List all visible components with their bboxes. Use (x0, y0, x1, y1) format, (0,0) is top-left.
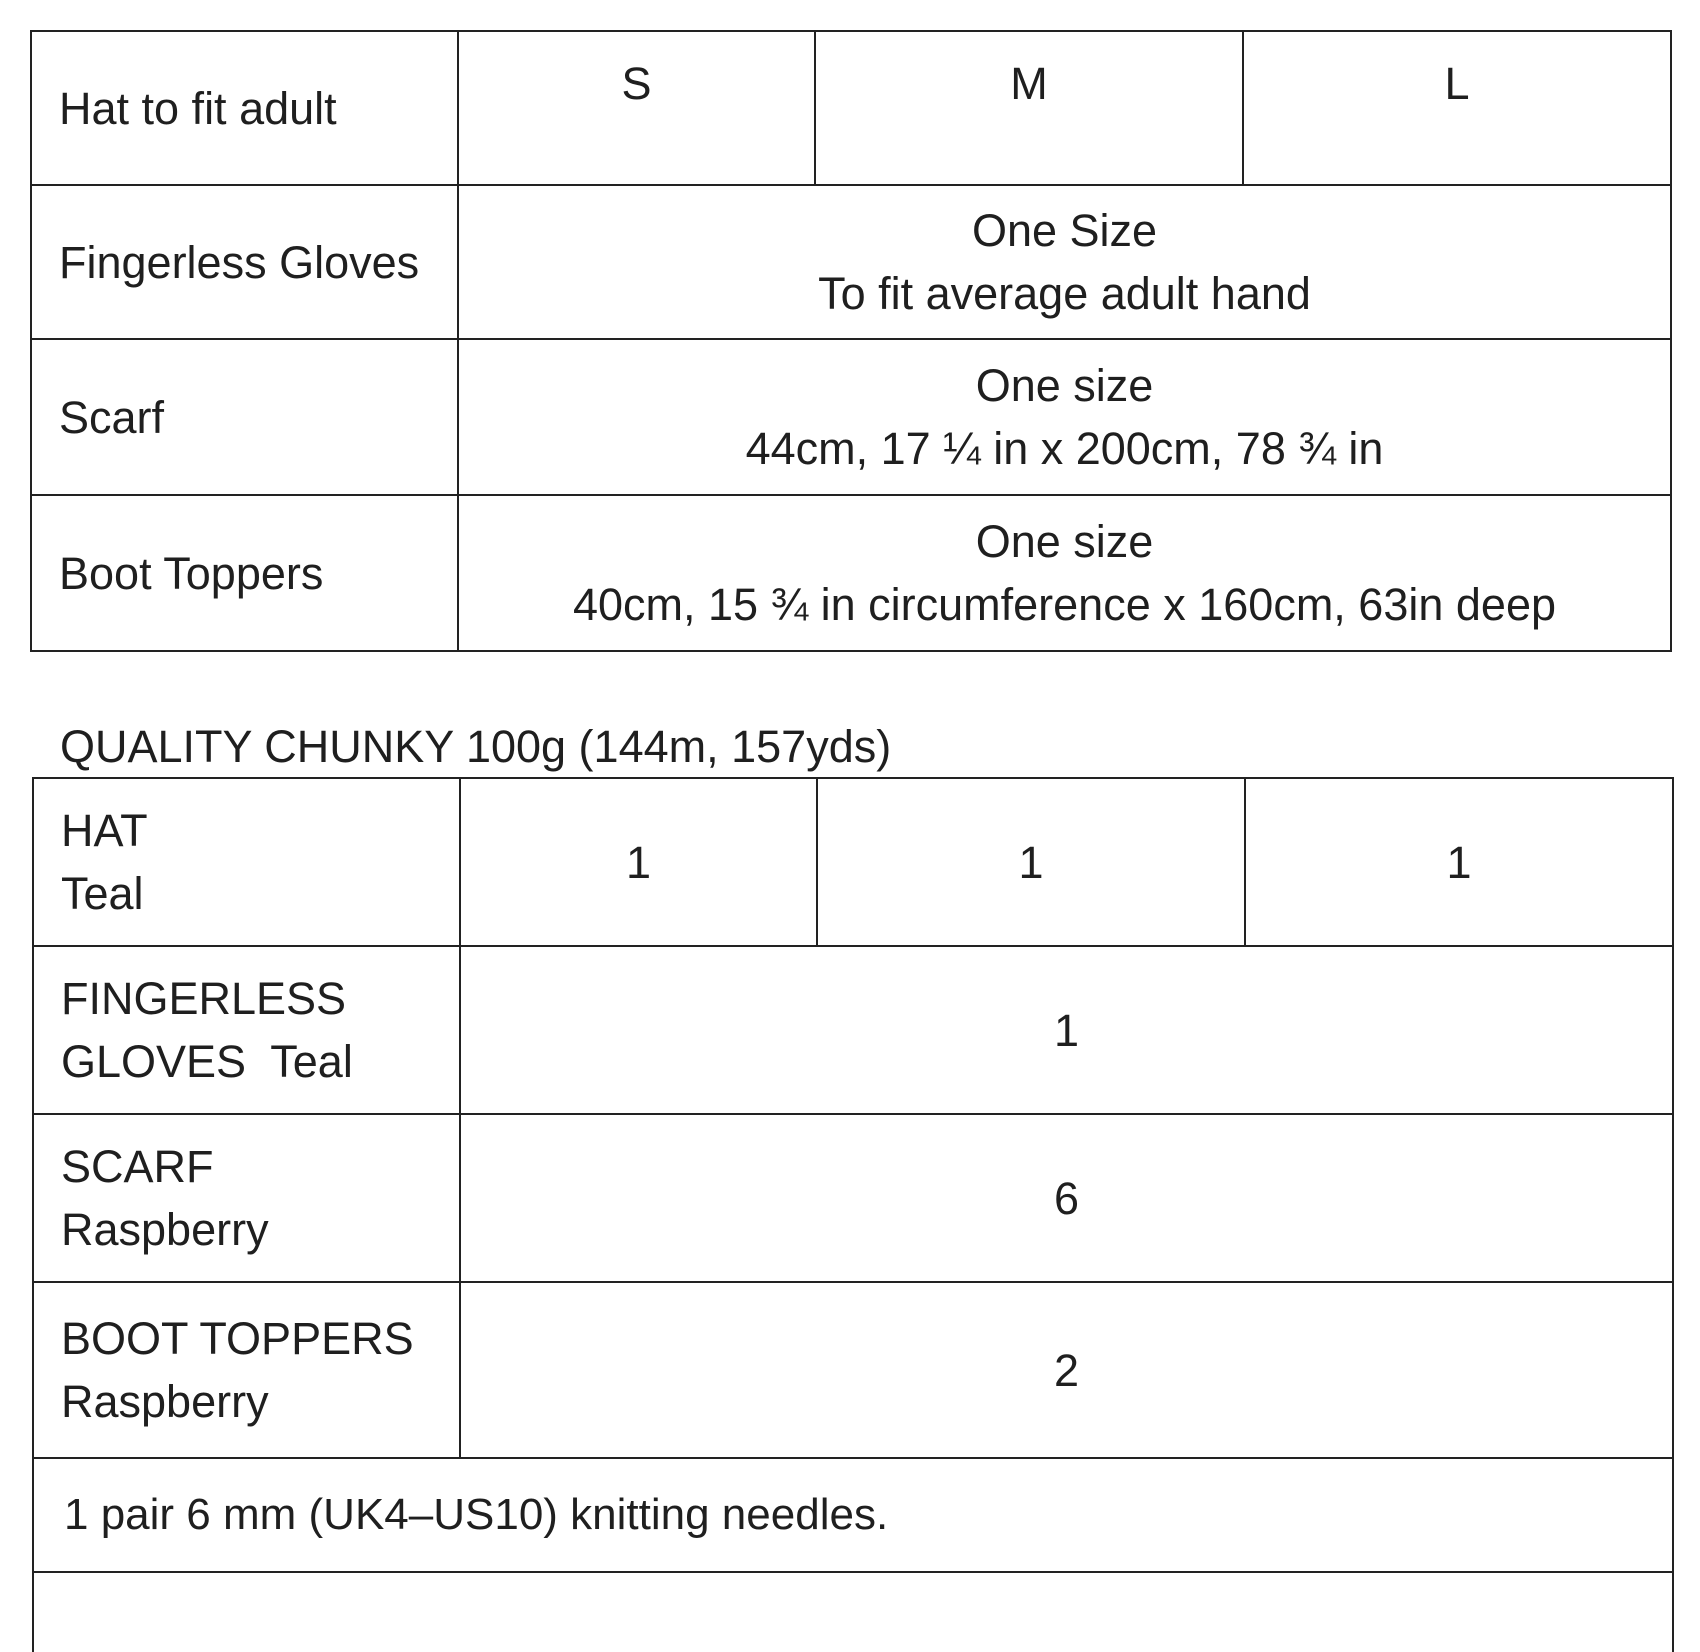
yarn-qty-scarf: 6 (460, 1114, 1673, 1282)
size-row-label-boot-toppers: Boot Toppers (31, 495, 458, 651)
yarn-qty-s: 1 (460, 778, 817, 946)
size-line-1: One Size (971, 205, 1158, 256)
size-line-2: 40cm, 15 ¾ in circumference x 160cm, 63in deep (572, 579, 1556, 630)
table-row (33, 778, 1673, 946)
table-row (33, 1572, 1673, 1652)
yarn-label-line-1: FINGERLESS (61, 973, 347, 1024)
yarn-label-line-2: GLOVES Teal (61, 1036, 353, 1087)
yarn-label-line-2: Raspberry (61, 1204, 269, 1255)
blank-row (33, 1572, 1673, 1652)
size-row-label-hat: Hat to fit adult (31, 31, 458, 185)
size-row-label-scarf: Scarf (31, 339, 458, 495)
size-cell-gloves (458, 185, 1671, 339)
yarn-qty-boot-toppers: 2 (460, 1282, 1673, 1458)
size-line-1: One size (975, 360, 1154, 411)
table-row (33, 946, 1673, 1114)
size-label-m: M (815, 31, 1243, 185)
yarn-label-line-1: BOOT TOPPERS (61, 1313, 414, 1364)
yarn-row-label-scarf (33, 1114, 460, 1282)
size-row-label-gloves: Fingerless Gloves (31, 185, 458, 339)
yarn-label-line-2: Teal (61, 868, 144, 919)
sizes-table (30, 30, 1672, 652)
yarn-table (32, 777, 1674, 1652)
table-row (31, 339, 1671, 495)
table-row (33, 1458, 1673, 1572)
size-line-2: To fit average adult hand (818, 268, 1311, 319)
size-cell-boot-toppers (458, 495, 1671, 651)
table-row (33, 1282, 1673, 1458)
table-row (33, 1114, 1673, 1282)
yarn-qty-m: 1 (817, 778, 1245, 946)
size-cell-scarf (458, 339, 1671, 495)
size-line-1: One size (975, 516, 1154, 567)
size-label-s: S (458, 31, 815, 185)
yarn-qty-l: 1 (1245, 778, 1673, 946)
size-line-2: 44cm, 17 ¼ in x 200cm, 78 ¾ in (745, 423, 1384, 474)
yarn-label-line-1: HAT (61, 805, 148, 856)
table-row (31, 185, 1671, 339)
yarn-title: QUALITY CHUNKY 100g (144m, 157yds) (60, 721, 892, 772)
yarn-row-label-boot-toppers (33, 1282, 460, 1458)
table-row (31, 31, 1671, 185)
yarn-label-line-1: SCARF (61, 1141, 214, 1192)
yarn-row-label-hat (33, 778, 460, 946)
table-row (31, 495, 1671, 651)
yarn-row-label-gloves (33, 946, 460, 1114)
needles-note: 1 pair 6 mm (UK4–US10) knitting needles. (33, 1458, 1673, 1572)
yarn-label-line-2: Raspberry (61, 1376, 269, 1427)
yarn-qty-gloves: 1 (460, 946, 1673, 1114)
size-label-l: L (1243, 31, 1671, 185)
